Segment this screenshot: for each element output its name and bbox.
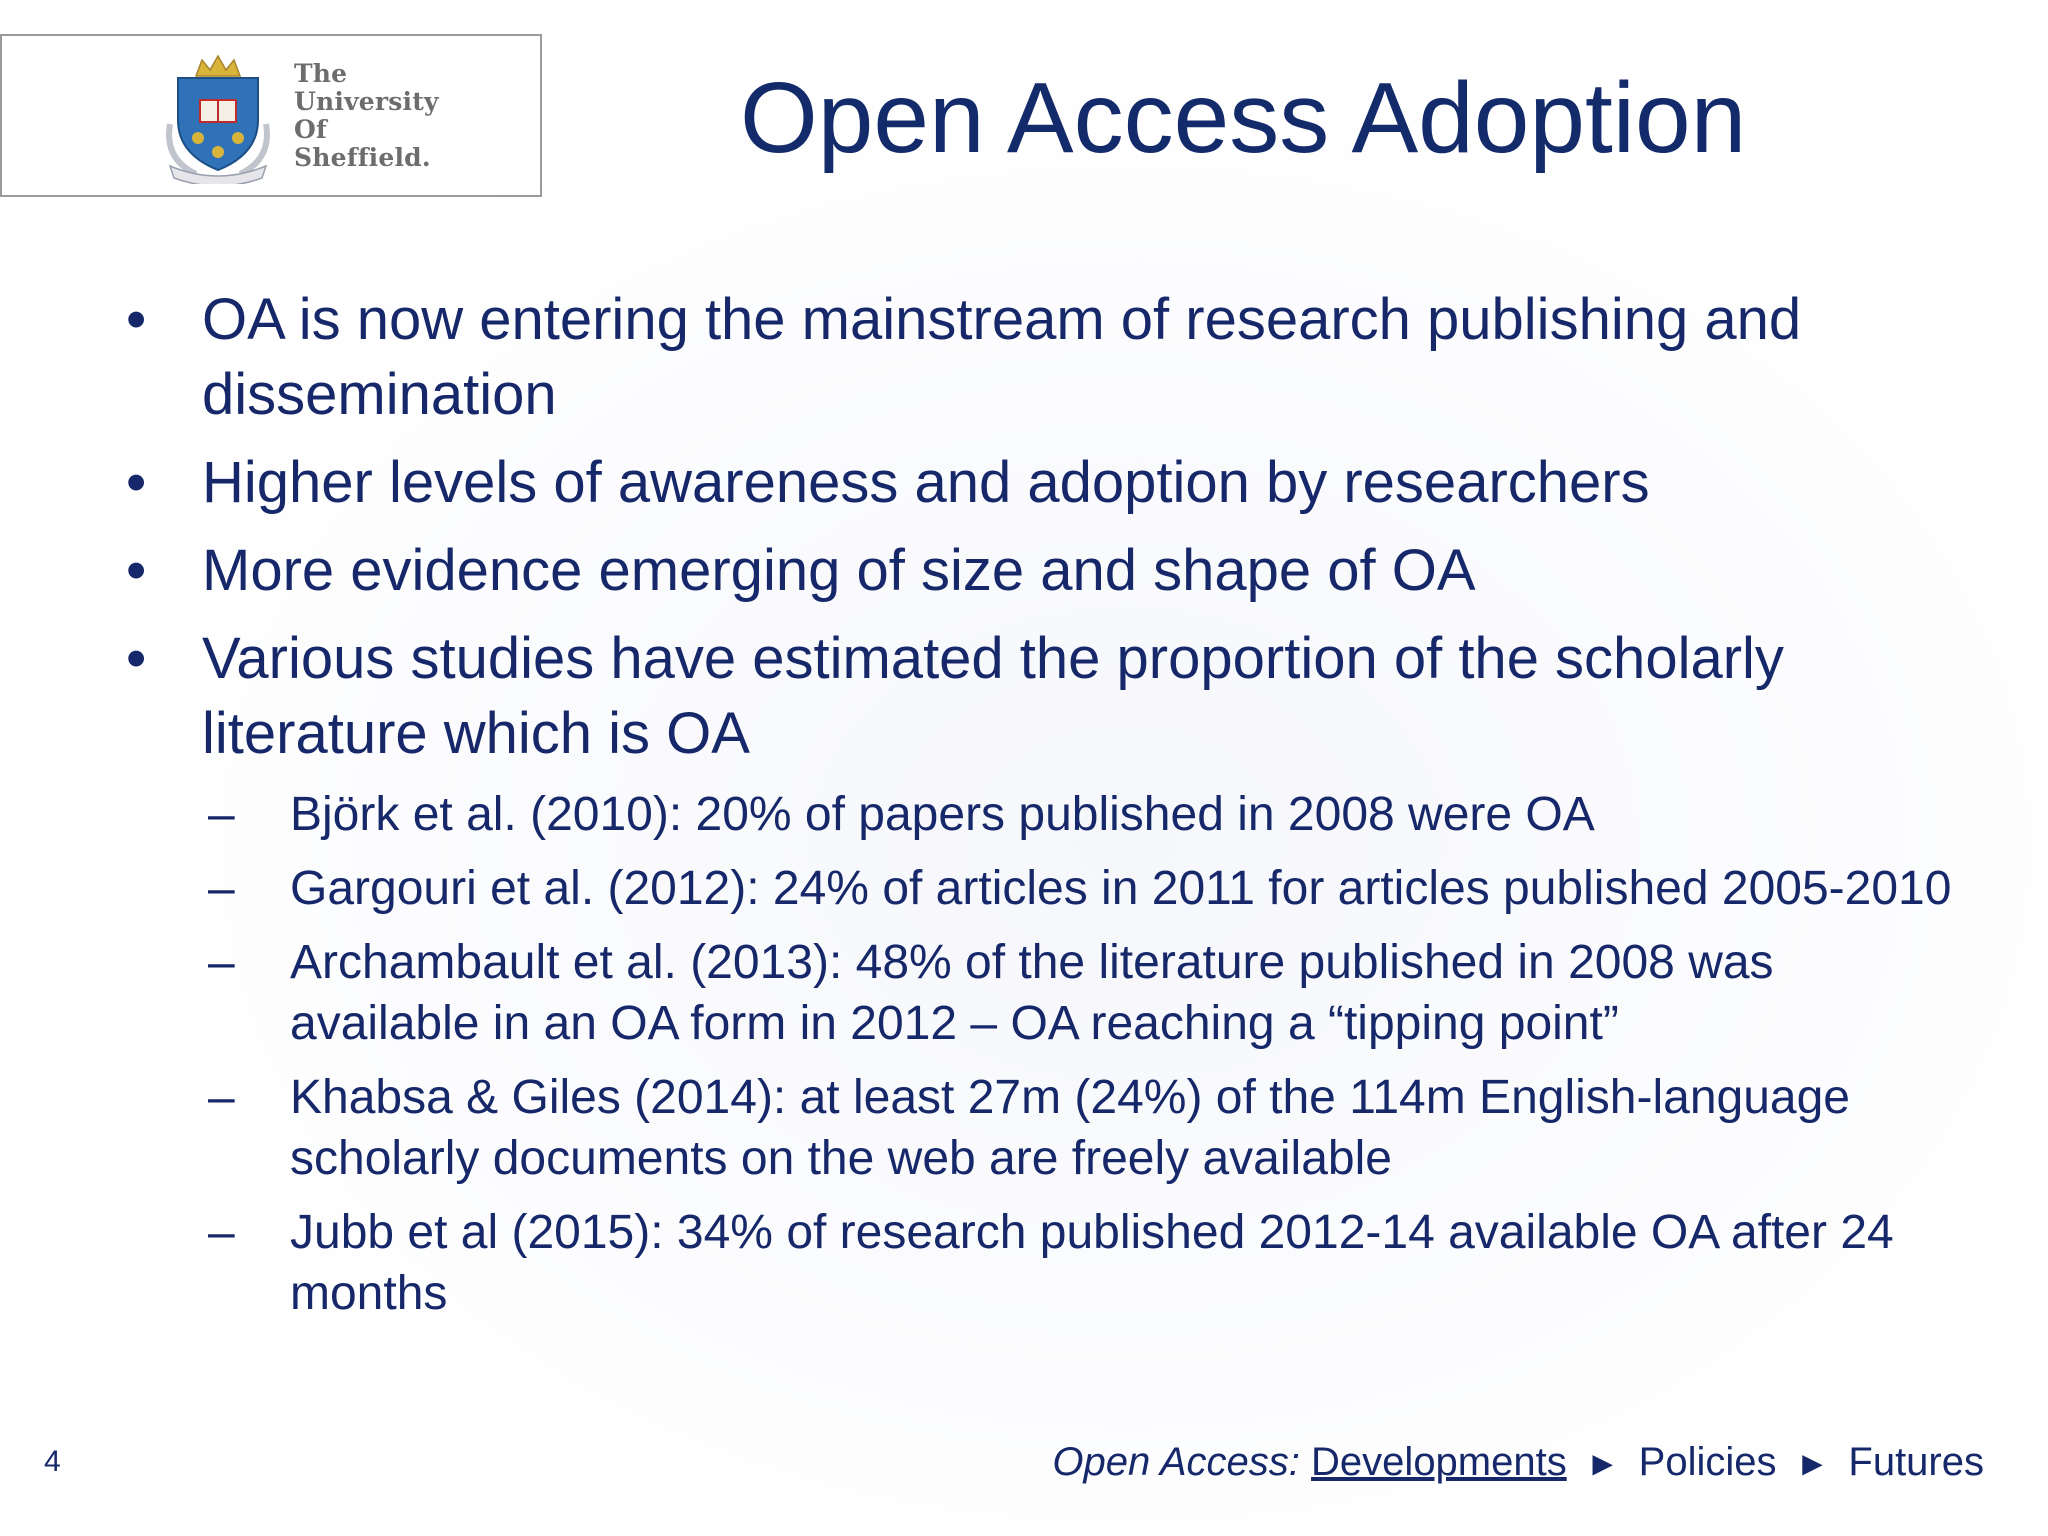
bullet-text: OA is now entering the mainstream of research publishing and dissemination xyxy=(202,287,1802,427)
footer-prefix: Open Access: xyxy=(1052,1440,1300,1484)
bullet-marker: • xyxy=(126,538,147,603)
sub-bullet-marker: – xyxy=(208,788,235,841)
sub-bullet-text: Jubb et al (2015): 34% of research published 2012-14 available OA after 24 months xyxy=(290,1206,1894,1320)
footer-item-developments: Developments xyxy=(1311,1440,1567,1484)
bullet-text: More evidence emerging of size and shape of OA xyxy=(202,538,1476,603)
sub-bullet-item xyxy=(202,932,1968,1054)
footer-item-policies: Policies xyxy=(1638,1440,1777,1484)
university-logo xyxy=(0,34,542,197)
slide-content xyxy=(118,282,1968,1337)
sub-bullet-text: Gargouri et al. (2012): 24% of articles in 2011 for articles published 2005-2010 xyxy=(290,862,1952,915)
logo-line: Of xyxy=(294,115,327,144)
university-crest-icon xyxy=(156,54,280,184)
bullet-marker: • xyxy=(126,626,147,691)
logo-line: The xyxy=(294,59,348,88)
logo-line: Sheffield. xyxy=(294,143,431,172)
sub-bullet-text: Khabsa & Giles (2014): at least 27m (24%) of the 114m English-language scholarly documents on the web are freely available xyxy=(290,1071,1850,1185)
bullet-item xyxy=(118,533,1968,608)
bullet-marker: • xyxy=(126,287,147,352)
arrow-right-icon: ► xyxy=(1795,1445,1830,1483)
sub-bullet-item xyxy=(202,858,1968,919)
sub-bullet-item xyxy=(202,784,1968,845)
logo-line: University xyxy=(294,87,439,116)
sub-bullet-text: Archambault et al. (2013): 48% of the literature published in 2008 was available in an OA form in 2012 – OA reaching a “tipping point” xyxy=(290,936,1774,1050)
logo-wordmark xyxy=(294,60,439,172)
bullet-item xyxy=(118,282,1968,432)
sub-bullet-item xyxy=(202,1202,1968,1324)
footer-item-futures: Futures xyxy=(1848,1440,1984,1484)
sub-bullet-marker: – xyxy=(208,1206,235,1259)
arrow-right-icon: ► xyxy=(1585,1445,1620,1483)
sub-bullet-marker: – xyxy=(208,1071,235,1124)
sub-bullet-text: Björk et al. (2010): 20% of papers published in 2008 were OA xyxy=(290,788,1595,841)
sub-bullet-marker: – xyxy=(208,862,235,915)
bullet-marker: • xyxy=(126,450,147,515)
footer-breadcrumb xyxy=(1052,1440,1984,1485)
bullet-text: Various studies have estimated the proportion of the scholarly literature which is OA xyxy=(202,626,1784,766)
slide-title: Open Access Adoption xyxy=(740,62,1747,174)
sub-bullet-item xyxy=(202,1067,1968,1189)
page-number: 4 xyxy=(44,1445,61,1478)
bullet-item xyxy=(118,621,1968,771)
bullet-text: Higher levels of awareness and adoption by researchers xyxy=(202,450,1650,515)
sub-bullet-marker: – xyxy=(208,936,235,989)
bullet-item xyxy=(118,445,1968,520)
